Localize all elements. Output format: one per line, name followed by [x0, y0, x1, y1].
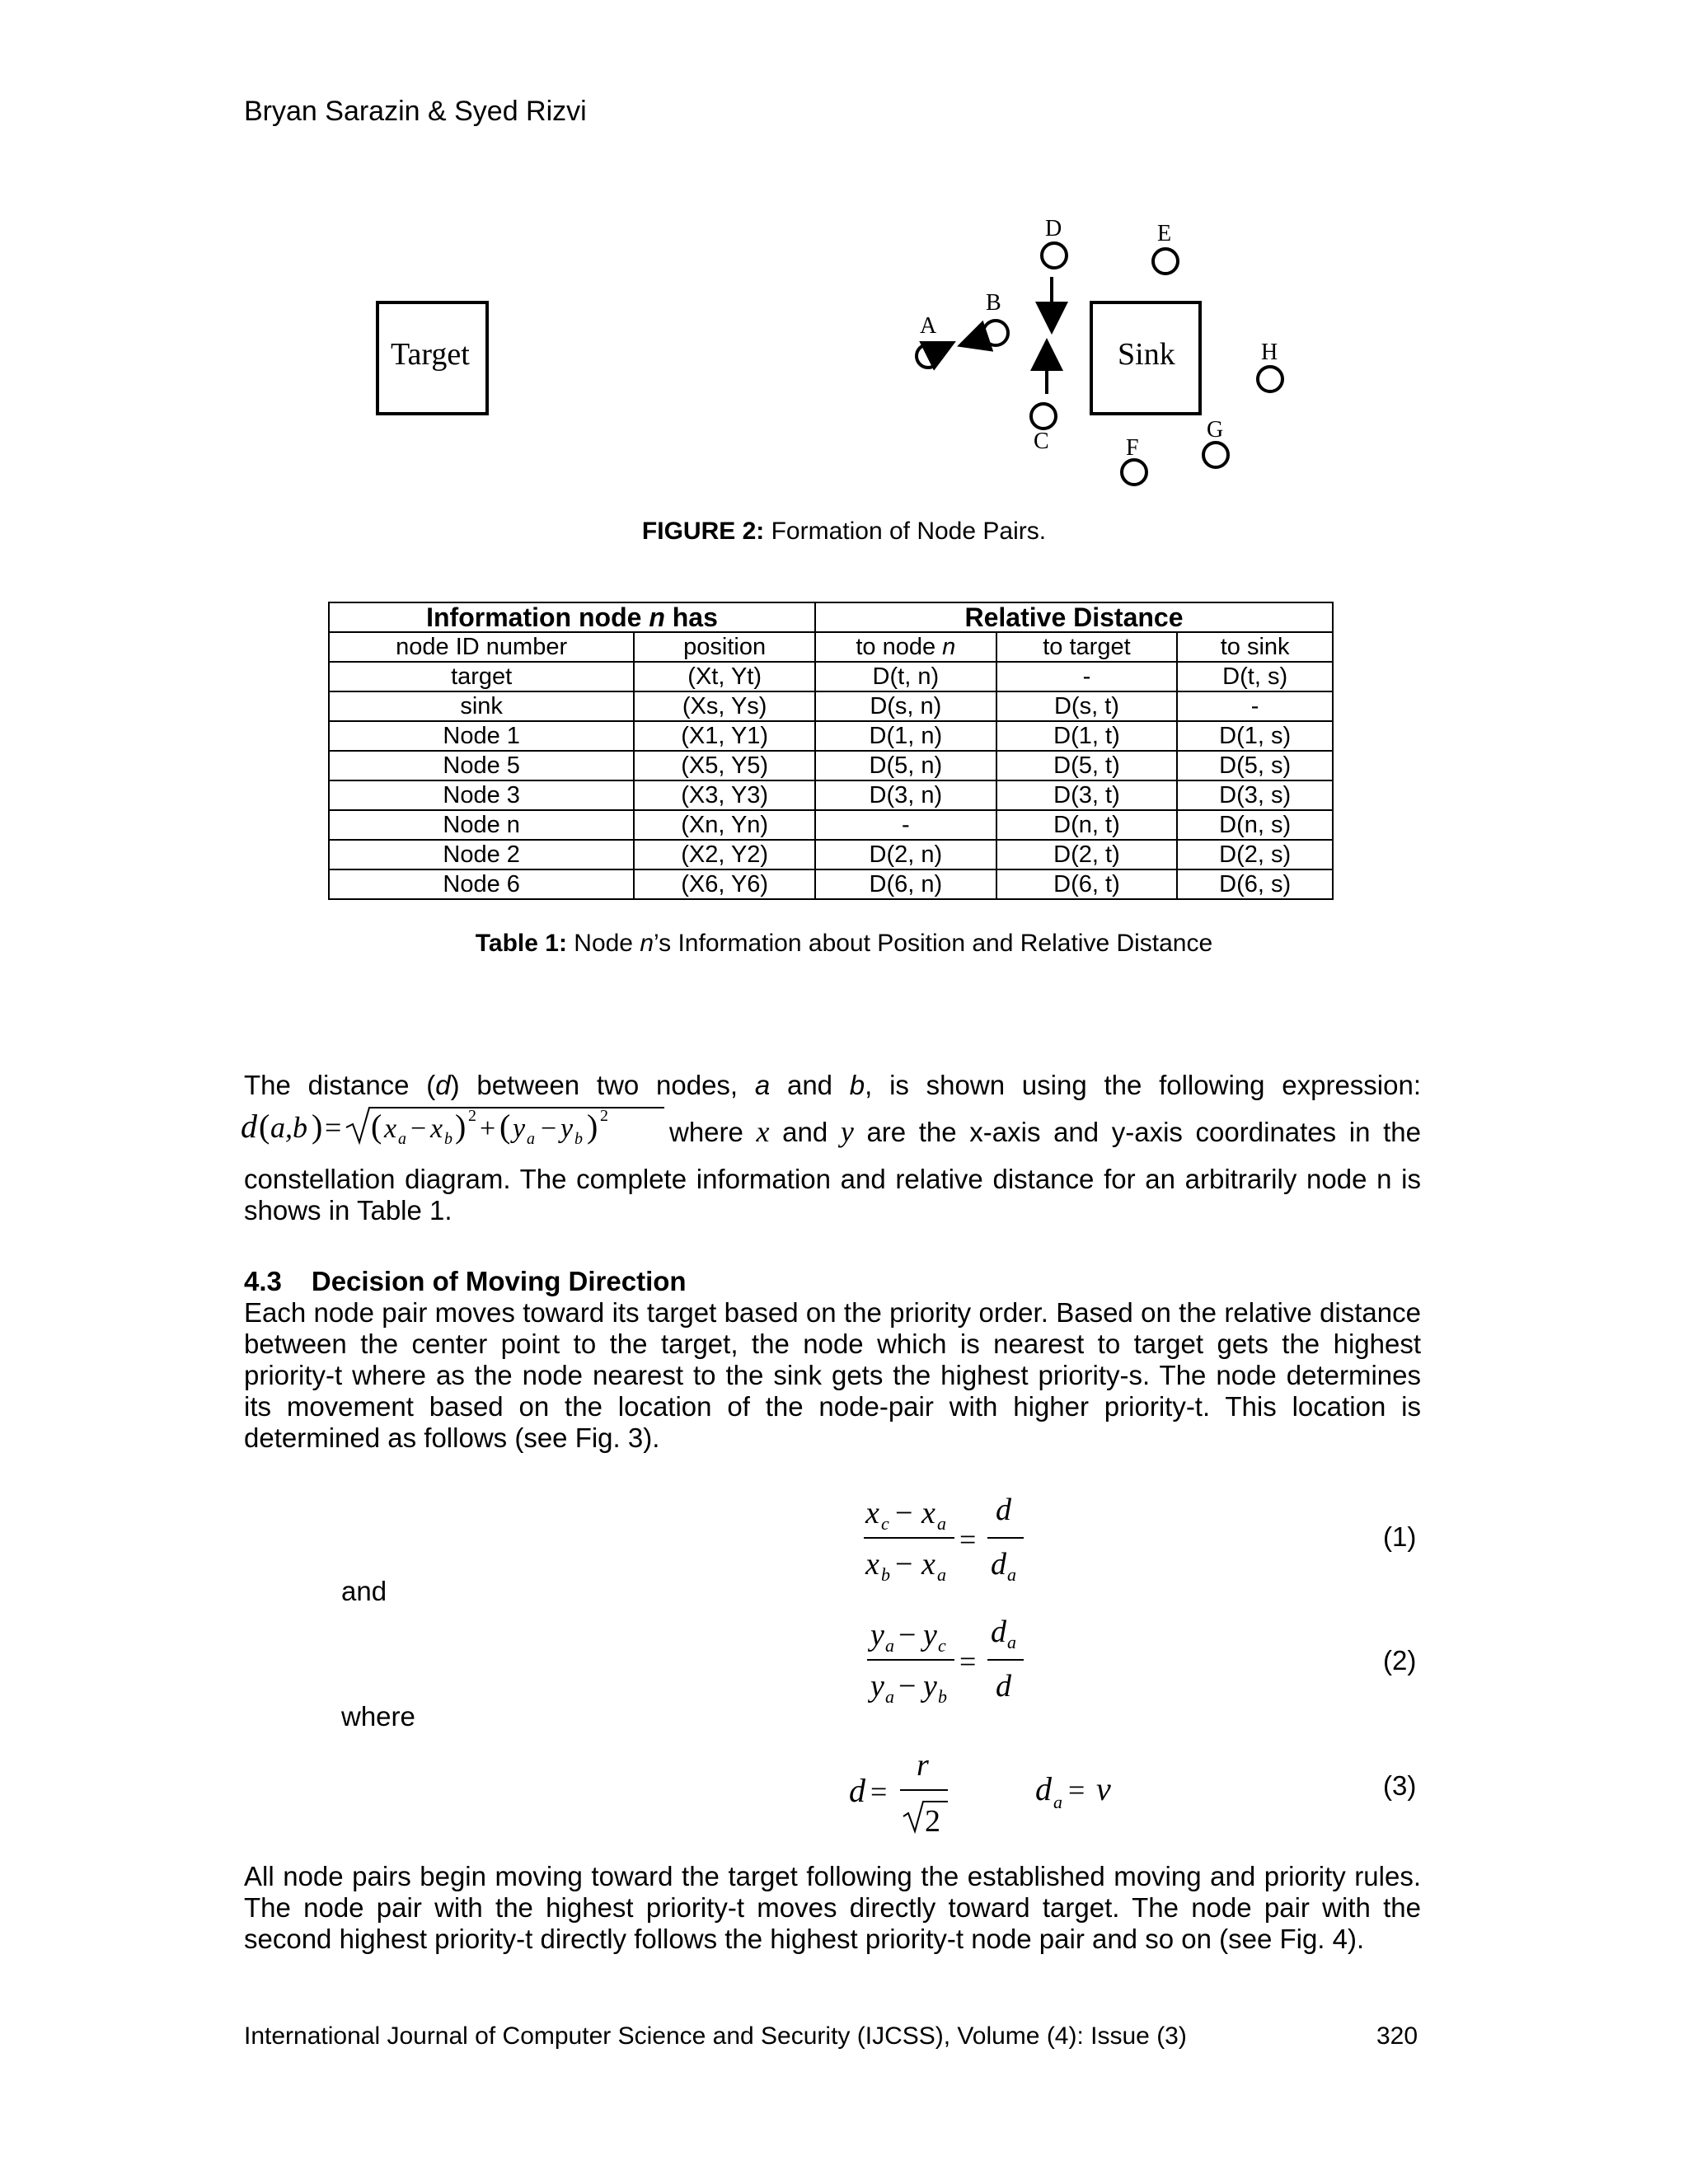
para1-line2: where x and y are the x-axis and y-axis coordinates in the: [669, 1115, 1421, 1148]
svg-text:=: =: [1068, 1774, 1085, 1807]
node-d: [1042, 243, 1067, 268]
svg-text:2: 2: [600, 1107, 608, 1125]
table-row: [329, 840, 1333, 869]
table-row: [329, 751, 1333, 780]
table-cell: (X1, Y1): [634, 721, 815, 751]
table-cell: D(s, t): [996, 691, 1178, 721]
footer-page-number: 320: [1376, 2022, 1418, 2050]
table-cell: D(5, t): [996, 751, 1178, 780]
subheader: to sink: [1177, 632, 1333, 662]
arrow-b-to-a: [973, 338, 982, 341]
svg-text:x: x: [921, 1496, 935, 1530]
svg-text:2: 2: [468, 1107, 476, 1125]
para3: All node pairs begin moving toward the target following the established moving and priority rules. The node pair with the highest priority-t moves directly toward target. The node pair with the second highest priority-t directly follows the highest priority-t node pair and so on (see Fig. 4).: [244, 1861, 1421, 1954]
table-group-header-row: [329, 602, 1333, 632]
table-row: [329, 721, 1333, 751]
svg-text:a: a: [1053, 1792, 1062, 1812]
node-c: [1031, 404, 1056, 429]
table-cell: D(n, t): [996, 810, 1178, 840]
eq2-number: (2): [1383, 1645, 1417, 1675]
table-cell: D(n, s): [1177, 810, 1333, 840]
svg-text:d: d: [991, 1615, 1006, 1649]
svg-text:−: −: [541, 1113, 557, 1144]
svg-text:b: b: [444, 1130, 452, 1148]
svg-text:(: (: [259, 1108, 270, 1145]
svg-text:b: b: [574, 1130, 583, 1148]
table-cell: D(t, n): [815, 662, 996, 691]
para2: Each node pair moves toward its target based on the priority order. Based on the relative distance between the center point to the target, the node which is nearest to target gets the highest priority-t where as the node nearest to the sink gets the highest priority-s. The node determines its movement based on the location of the node-pair with higher priority-t. This location is determined as follows (see Fig. 3).: [244, 1297, 1421, 1453]
svg-text:): ): [312, 1108, 323, 1145]
table-cell: (Xs, Ys): [634, 691, 815, 721]
table-cell: D(6, s): [1177, 869, 1333, 899]
eq1-number: (1): [1383, 1521, 1417, 1552]
svg-text:c: c: [938, 1635, 946, 1656]
where-label: where: [341, 1701, 415, 1732]
footer-journal: International Journal of Computer Science and Security (IJCSS), Volume (4): Issue (3): [244, 2022, 1187, 2050]
node-label-a: A: [920, 313, 937, 339]
svg-text:a: a: [937, 1513, 946, 1534]
node-label-e: E: [1157, 221, 1172, 246]
figure-caption: [0, 518, 1688, 546]
table-cell: Node n: [329, 810, 634, 840]
svg-text:d: d: [996, 1493, 1011, 1527]
running-header: Bryan Sarazin & Syed Rizvi: [244, 96, 587, 127]
table-cell: D(5, s): [1177, 751, 1333, 780]
table-cell: (X6, Y6): [634, 869, 815, 899]
equation-3: [841, 1739, 1137, 1846]
target-label: Target: [391, 337, 470, 372]
svg-text:a: a: [937, 1564, 946, 1585]
table-cell: (X2, Y2): [634, 840, 815, 869]
table-cell: D(2, n): [815, 840, 996, 869]
table-cell: D(2, t): [996, 840, 1178, 869]
table-cell: sink: [329, 691, 634, 721]
node-f: [1122, 460, 1146, 485]
table-cell: D(3, t): [996, 780, 1178, 810]
table-cell: D(3, n): [815, 780, 996, 810]
section-heading: [244, 1266, 687, 1297]
node-label-g: G: [1207, 417, 1224, 443]
svg-text:a: a: [885, 1686, 894, 1707]
svg-text:−: −: [410, 1113, 427, 1144]
node-g: [1203, 443, 1228, 467]
svg-text:−: −: [895, 1547, 913, 1582]
svg-text:=: =: [870, 1775, 888, 1808]
para1-continued: constellation diagram. The complete information and relative distance for an arbitrarily node n is shows in Table 1.: [244, 1164, 1421, 1226]
table-cell: D(1, s): [1177, 721, 1333, 751]
table-cell: D(1, n): [815, 721, 996, 751]
table-cell: -: [815, 810, 996, 840]
table-cell: -: [1177, 691, 1333, 721]
node-label-h: H: [1261, 340, 1278, 365]
svg-text:−: −: [898, 1669, 917, 1704]
svg-text:(: (: [499, 1108, 511, 1145]
eq3-number: (3): [1383, 1770, 1417, 1801]
group-header-info: Information node n has: [329, 602, 815, 632]
table-cell: D(3, s): [1177, 780, 1333, 810]
svg-text:): ): [455, 1108, 467, 1145]
para1-line1: The distance (d) between two nodes, a and b, is shown using the following expression:: [244, 1070, 1421, 1100]
svg-text:(: (: [371, 1108, 382, 1145]
svg-text:2: 2: [925, 1804, 940, 1839]
table-row: [329, 691, 1333, 721]
svg-text:x: x: [384, 1113, 397, 1144]
table-cell: D(s, n): [815, 691, 996, 721]
equation-2: [849, 1605, 1047, 1713]
svg-text:−: −: [898, 1618, 917, 1652]
table-row: [329, 869, 1333, 899]
node-a: [917, 344, 940, 368]
table-cell: Node 6: [329, 869, 634, 899]
svg-text:d: d: [991, 1547, 1006, 1582]
svg-text:d: d: [1035, 1770, 1052, 1807]
svg-text:−: −: [895, 1496, 913, 1530]
svg-text:x: x: [865, 1547, 879, 1582]
svg-text:x: x: [921, 1547, 935, 1582]
svg-text:a: a: [1007, 1632, 1016, 1652]
svg-text:y: y: [923, 1669, 937, 1704]
svg-text:y: y: [923, 1618, 937, 1652]
svg-text:d: d: [996, 1669, 1011, 1704]
svg-text:b: b: [881, 1564, 890, 1585]
section-title: Decision of Moving Direction: [311, 1266, 687, 1296]
svg-text:x: x: [430, 1113, 443, 1144]
subheader: to node n: [815, 632, 996, 662]
figure-node-pairs: [0, 0, 1688, 527]
table-cell: Node 3: [329, 780, 634, 810]
table-body: [329, 662, 1333, 899]
svg-text:y: y: [513, 1113, 526, 1144]
distance-formula-line: [239, 1103, 1421, 1146]
svg-text:a: a: [398, 1130, 406, 1148]
svg-text:r: r: [917, 1748, 929, 1783]
svg-text:x: x: [865, 1496, 879, 1530]
node-label-f: F: [1126, 435, 1139, 461]
subheader: to target: [996, 632, 1178, 662]
svg-text:v: v: [1096, 1770, 1111, 1807]
node-h: [1258, 367, 1282, 391]
figure-caption-label: FIGURE 2:: [641, 518, 765, 545]
svg-text:a: a: [1007, 1564, 1016, 1585]
table-cell: target: [329, 662, 634, 691]
table-cell: Node 5: [329, 751, 634, 780]
table-cell: -: [996, 662, 1178, 691]
svg-text:a: a: [527, 1130, 535, 1148]
table-subheader-row: [329, 632, 1333, 662]
node-b: [983, 321, 1008, 345]
table-row: [329, 780, 1333, 810]
svg-text:a: a: [885, 1635, 894, 1656]
table-row: [329, 810, 1333, 840]
table-cell: (X5, Y5): [634, 751, 815, 780]
table-cell: D(5, n): [815, 751, 996, 780]
svg-text:a,b: a,b: [270, 1111, 307, 1144]
svg-text:c: c: [881, 1513, 889, 1534]
svg-text:=: =: [959, 1523, 977, 1556]
svg-text:d: d: [241, 1108, 257, 1145]
section-number: 4.3: [244, 1266, 282, 1296]
node-info-table: [328, 602, 1334, 900]
svg-text:=: =: [325, 1111, 342, 1144]
svg-text:=: =: [959, 1645, 977, 1678]
table-caption: Table 1: Node n’s Information about Position and Relative Distance: [475, 930, 1213, 957]
group-header-distance: Relative Distance: [815, 602, 1333, 632]
table-cell: (Xt, Yt): [634, 662, 815, 691]
svg-text:+: +: [480, 1113, 496, 1144]
table-row: [329, 662, 1333, 691]
svg-text:): ): [587, 1108, 598, 1145]
node-label-b: B: [986, 290, 1001, 316]
and-label: and: [341, 1576, 387, 1606]
node-e: [1153, 249, 1178, 274]
sink-label: Sink: [1118, 337, 1175, 372]
table-cell: D(2, s): [1177, 840, 1333, 869]
table-cell: (X3, Y3): [634, 780, 815, 810]
table-cell: Node 2: [329, 840, 634, 869]
table-cell: D(t, s): [1177, 662, 1333, 691]
table-cell: D(6, t): [996, 869, 1178, 899]
svg-text:b: b: [938, 1686, 947, 1707]
svg-text:y: y: [870, 1618, 884, 1652]
equation-1: [849, 1483, 1047, 1591]
table-cell: D(1, t): [996, 721, 1178, 751]
subheader: node ID number: [329, 632, 634, 662]
figure-caption-text: Formation of Node Pairs.: [764, 518, 1047, 545]
distance-formula: [239, 1103, 684, 1149]
svg-text:y: y: [560, 1113, 574, 1144]
subheader: position: [634, 632, 815, 662]
table-cell: D(6, n): [815, 869, 996, 899]
node-label-c: C: [1034, 429, 1049, 454]
node-label-d: D: [1045, 216, 1062, 241]
table-cell: (Xn, Yn): [634, 810, 815, 840]
table-cell: Node 1: [329, 721, 634, 751]
table-caption-label: Table 1:: [475, 930, 567, 957]
svg-text:y: y: [870, 1669, 884, 1704]
svg-text:d: d: [849, 1772, 865, 1809]
